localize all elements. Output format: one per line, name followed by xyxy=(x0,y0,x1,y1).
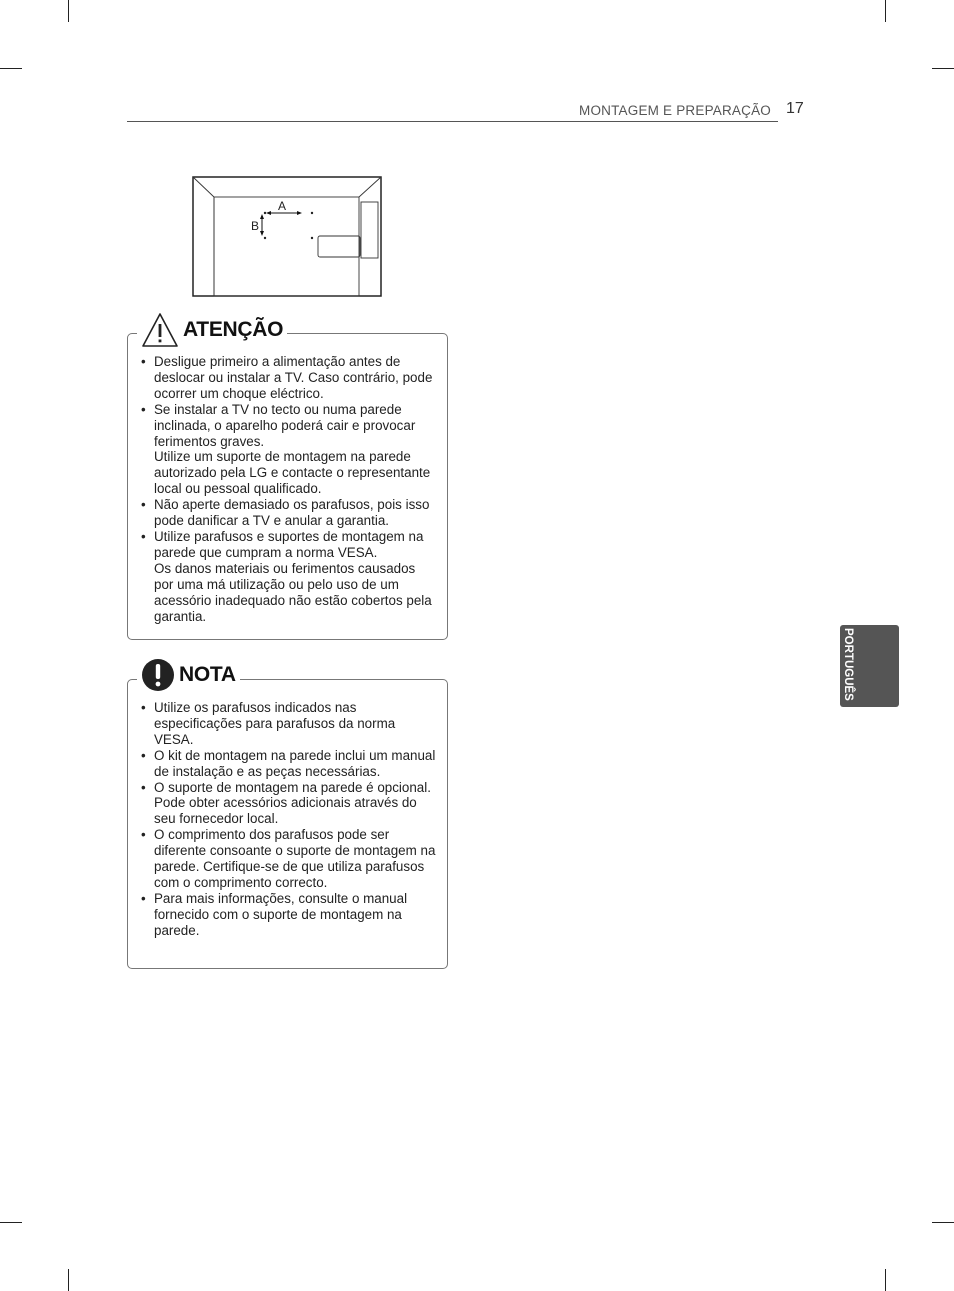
crop-mark xyxy=(0,68,22,69)
list-item: • Para mais informações, consulte o manual fornecido com o suporte de montagem na parede. xyxy=(141,891,437,939)
note-heading xyxy=(137,655,240,695)
list-item: • Se instalar a TV no tecto ou numa parede inclinada, o aparelho poderá cair e provocar ferimentos graves. Utilize um suporte de montagem na parede autorizado pela LG e contacte o representante local ou pessoal qualificado. xyxy=(141,402,437,497)
tv-back-illustration xyxy=(192,176,382,297)
section-header: MONTAGEM E PREPARAÇÃO xyxy=(579,103,771,118)
note-title: NOTA xyxy=(179,663,236,686)
crop-mark xyxy=(885,0,886,22)
crop-mark xyxy=(68,1269,69,1291)
crop-mark xyxy=(932,68,954,69)
caution-title: ATENÇÃO xyxy=(183,318,284,341)
list-item: • Utilize os parafusos indicados nas especificações para parafusos da norma VESA. xyxy=(141,700,437,748)
crop-mark xyxy=(885,1269,886,1291)
exclamation-icon xyxy=(141,658,175,692)
caution-box xyxy=(127,333,448,640)
dimension-label-a: A xyxy=(277,199,287,213)
list-item: • Utilize parafusos e suportes de montagem na parede que cumpram a norma VESA. Os danos materiais ou ferimentos causados por uma má utilização ou pelo uso de um acessório inadequado não estão cobertos pela garantia. xyxy=(141,529,437,624)
caution-heading xyxy=(137,310,287,350)
dimension-label-b: B xyxy=(250,219,260,233)
list-item: • O comprimento dos parafusos pode ser diferente consoante o suporte de montagem na parede. Certifique-se de que utiliza parafusos com o comprimento correcto. xyxy=(141,827,437,891)
crop-mark xyxy=(932,1222,954,1223)
caution-list xyxy=(141,354,437,624)
header-rule xyxy=(127,121,778,122)
crop-mark xyxy=(0,1222,22,1223)
warning-icon xyxy=(141,312,179,348)
list-item: • Desligue primeiro a alimentação antes de deslocar ou instalar a TV. Caso contrário, pode ocorrer um choque eléctrico. xyxy=(141,354,437,402)
list-item: • Não aperte demasiado os parafusos, pois isso pode danificar a TV e anular a garantia. xyxy=(141,497,437,529)
page-number: 17 xyxy=(786,100,804,117)
list-item: • O suporte de montagem na parede é opcional. Pode obter acessórios adicionais através do seu fornecedor local. xyxy=(141,780,437,828)
note-box xyxy=(127,679,448,969)
language-tab-label: PORTUGUÊS xyxy=(842,628,854,701)
crop-mark xyxy=(68,0,69,22)
list-item: • O kit de montagem na parede inclui um manual de instalação e as peças necessárias. xyxy=(141,748,437,780)
note-list xyxy=(141,700,437,939)
